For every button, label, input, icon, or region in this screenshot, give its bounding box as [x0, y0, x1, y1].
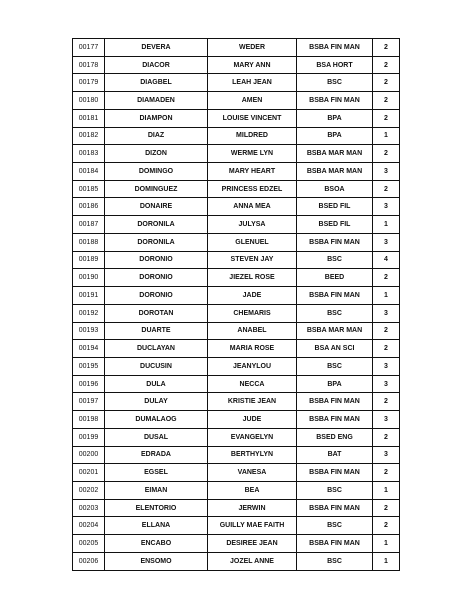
- year-level-cell: 1: [373, 127, 400, 145]
- course-cell: BSC: [297, 481, 373, 499]
- student-id-cell: 00195: [73, 357, 105, 375]
- table-row: [73, 233, 400, 251]
- first-name-cell: JULYSA: [208, 216, 297, 234]
- student-id-cell: 00188: [73, 233, 105, 251]
- first-name-cell: WERME LYN: [208, 145, 297, 163]
- course-cell: BSBA FIN MAN: [297, 499, 373, 517]
- last-name-cell: DIAZ: [105, 127, 208, 145]
- last-name-cell: DUARTE: [105, 322, 208, 340]
- year-level-cell: 2: [373, 39, 400, 57]
- table-row: [73, 74, 400, 92]
- first-name-cell: ANABEL: [208, 322, 297, 340]
- last-name-cell: DIAGBEL: [105, 74, 208, 92]
- course-cell: BSED ENG: [297, 428, 373, 446]
- last-name-cell: ELLANA: [105, 517, 208, 535]
- last-name-cell: DONAIRE: [105, 198, 208, 216]
- table-row: [73, 269, 400, 287]
- student-id-cell: 00199: [73, 428, 105, 446]
- first-name-cell: EVANGELYN: [208, 428, 297, 446]
- student-id-cell: 00178: [73, 56, 105, 74]
- year-level-cell: 1: [373, 552, 400, 570]
- first-name-cell: MARIA ROSE: [208, 340, 297, 358]
- table-row: [73, 287, 400, 305]
- first-name-cell: MARY HEART: [208, 163, 297, 181]
- table-row: [73, 393, 400, 411]
- course-cell: BSC: [297, 357, 373, 375]
- year-level-cell: 3: [373, 357, 400, 375]
- year-level-cell: 1: [373, 535, 400, 553]
- first-name-cell: MILDRED: [208, 127, 297, 145]
- table-row: [73, 481, 400, 499]
- first-name-cell: MARY ANN: [208, 56, 297, 74]
- table-row: [73, 216, 400, 234]
- course-cell: BSC: [297, 304, 373, 322]
- first-name-cell: JUDE: [208, 411, 297, 429]
- last-name-cell: EIMAN: [105, 481, 208, 499]
- first-name-cell: JOZEL ANNE: [208, 552, 297, 570]
- table-row: [73, 127, 400, 145]
- student-id-cell: 00177: [73, 39, 105, 57]
- table-row: [73, 163, 400, 181]
- table-row: [73, 499, 400, 517]
- year-level-cell: 2: [373, 517, 400, 535]
- student-id-cell: 00200: [73, 446, 105, 464]
- student-id-cell: 00192: [73, 304, 105, 322]
- year-level-cell: 1: [373, 216, 400, 234]
- last-name-cell: ENSOMO: [105, 552, 208, 570]
- student-id-cell: 00180: [73, 92, 105, 110]
- last-name-cell: DOMINGO: [105, 163, 208, 181]
- student-id-cell: 00193: [73, 322, 105, 340]
- first-name-cell: BEA: [208, 481, 297, 499]
- first-name-cell: GLENUEL: [208, 233, 297, 251]
- last-name-cell: EGSEL: [105, 464, 208, 482]
- table-row: [73, 375, 400, 393]
- last-name-cell: DIAMADEN: [105, 92, 208, 110]
- first-name-cell: NECCA: [208, 375, 297, 393]
- first-name-cell: LOUISE VINCENT: [208, 109, 297, 127]
- last-name-cell: DORONILA: [105, 216, 208, 234]
- year-level-cell: 2: [373, 56, 400, 74]
- course-cell: BSBA FIN MAN: [297, 411, 373, 429]
- student-id-cell: 00203: [73, 499, 105, 517]
- last-name-cell: DOMINGUEZ: [105, 180, 208, 198]
- course-cell: BSA AN SCI: [297, 340, 373, 358]
- student-id-cell: 00204: [73, 517, 105, 535]
- year-level-cell: 1: [373, 481, 400, 499]
- year-level-cell: 3: [373, 198, 400, 216]
- last-name-cell: ENCABO: [105, 535, 208, 553]
- year-level-cell: 2: [373, 180, 400, 198]
- last-name-cell: DULA: [105, 375, 208, 393]
- student-id-cell: 00190: [73, 269, 105, 287]
- year-level-cell: 4: [373, 251, 400, 269]
- year-level-cell: 2: [373, 74, 400, 92]
- year-level-cell: 2: [373, 393, 400, 411]
- course-cell: BSC: [297, 74, 373, 92]
- first-name-cell: STEVEN JAY: [208, 251, 297, 269]
- course-cell: BSBA MAR MAN: [297, 163, 373, 181]
- student-id-cell: 00206: [73, 552, 105, 570]
- first-name-cell: LEAH JEAN: [208, 74, 297, 92]
- year-level-cell: 3: [373, 411, 400, 429]
- table-row: [73, 552, 400, 570]
- course-cell: BSBA MAR MAN: [297, 322, 373, 340]
- last-name-cell: DORONIO: [105, 251, 208, 269]
- student-id-cell: 00182: [73, 127, 105, 145]
- table-row: [73, 145, 400, 163]
- student-id-cell: 00202: [73, 481, 105, 499]
- first-name-cell: WEDER: [208, 39, 297, 57]
- year-level-cell: 3: [373, 233, 400, 251]
- course-cell: BSC: [297, 517, 373, 535]
- year-level-cell: 2: [373, 499, 400, 517]
- year-level-cell: 2: [373, 322, 400, 340]
- student-id-cell: 00179: [73, 74, 105, 92]
- year-level-cell: 2: [373, 464, 400, 482]
- student-id-cell: 00181: [73, 109, 105, 127]
- first-name-cell: GUILLY MAE FAITH: [208, 517, 297, 535]
- course-cell: BAT: [297, 446, 373, 464]
- table-row: [73, 56, 400, 74]
- student-id-cell: 00184: [73, 163, 105, 181]
- student-id-cell: 00196: [73, 375, 105, 393]
- year-level-cell: 2: [373, 145, 400, 163]
- table-row: [73, 357, 400, 375]
- table-row: [73, 304, 400, 322]
- first-name-cell: KRISTIE JEAN: [208, 393, 297, 411]
- course-cell: BSC: [297, 552, 373, 570]
- table-row: [73, 109, 400, 127]
- student-id-cell: 00187: [73, 216, 105, 234]
- course-cell: BPA: [297, 375, 373, 393]
- course-cell: BPA: [297, 127, 373, 145]
- first-name-cell: JEANYLOU: [208, 357, 297, 375]
- course-cell: BSBA FIN MAN: [297, 464, 373, 482]
- last-name-cell: DUSAL: [105, 428, 208, 446]
- student-table-body: [73, 39, 400, 571]
- student-id-cell: 00194: [73, 340, 105, 358]
- first-name-cell: JIEZEL ROSE: [208, 269, 297, 287]
- table-row: [73, 517, 400, 535]
- first-name-cell: JERWIN: [208, 499, 297, 517]
- first-name-cell: PRINCESS EDZEL: [208, 180, 297, 198]
- last-name-cell: EDRADA: [105, 446, 208, 464]
- year-level-cell: 3: [373, 163, 400, 181]
- first-name-cell: VANESA: [208, 464, 297, 482]
- year-level-cell: 2: [373, 109, 400, 127]
- course-cell: BSA HORT: [297, 56, 373, 74]
- course-cell: BSBA MAR MAN: [297, 145, 373, 163]
- table-row: [73, 39, 400, 57]
- student-id-cell: 00186: [73, 198, 105, 216]
- table-row: [73, 428, 400, 446]
- year-level-cell: 1: [373, 287, 400, 305]
- table-row: [73, 198, 400, 216]
- last-name-cell: DUCUSIN: [105, 357, 208, 375]
- table-row: [73, 92, 400, 110]
- year-level-cell: 2: [373, 269, 400, 287]
- student-id-cell: 00189: [73, 251, 105, 269]
- last-name-cell: DOROTAN: [105, 304, 208, 322]
- student-id-cell: 00183: [73, 145, 105, 163]
- table-row: [73, 535, 400, 553]
- first-name-cell: DESIREE JEAN: [208, 535, 297, 553]
- student-id-cell: 00191: [73, 287, 105, 305]
- last-name-cell: DULAY: [105, 393, 208, 411]
- last-name-cell: DIACOR: [105, 56, 208, 74]
- course-cell: BSBA FIN MAN: [297, 233, 373, 251]
- last-name-cell: DIZON: [105, 145, 208, 163]
- year-level-cell: 3: [373, 375, 400, 393]
- first-name-cell: ANNA MEA: [208, 198, 297, 216]
- course-cell: BSBA FIN MAN: [297, 39, 373, 57]
- student-id-cell: 00197: [73, 393, 105, 411]
- first-name-cell: CHEMARIS: [208, 304, 297, 322]
- table-row: [73, 322, 400, 340]
- course-cell: BSED FIL: [297, 198, 373, 216]
- course-cell: BPA: [297, 109, 373, 127]
- course-cell: BSBA FIN MAN: [297, 535, 373, 553]
- last-name-cell: DORONIO: [105, 269, 208, 287]
- last-name-cell: DIAMPON: [105, 109, 208, 127]
- table-row: [73, 251, 400, 269]
- course-cell: BSC: [297, 251, 373, 269]
- year-level-cell: 2: [373, 340, 400, 358]
- first-name-cell: JADE: [208, 287, 297, 305]
- last-name-cell: DUCLAYAN: [105, 340, 208, 358]
- last-name-cell: DORONILA: [105, 233, 208, 251]
- student-id-cell: 00185: [73, 180, 105, 198]
- last-name-cell: DORONIO: [105, 287, 208, 305]
- first-name-cell: BERTHYLYN: [208, 446, 297, 464]
- year-level-cell: 3: [373, 446, 400, 464]
- last-name-cell: DUMALAOG: [105, 411, 208, 429]
- last-name-cell: DEVERA: [105, 39, 208, 57]
- course-cell: BSBA FIN MAN: [297, 287, 373, 305]
- year-level-cell: 2: [373, 92, 400, 110]
- course-cell: BSBA FIN MAN: [297, 92, 373, 110]
- course-cell: BEED: [297, 269, 373, 287]
- student-id-cell: 00205: [73, 535, 105, 553]
- student-id-cell: 00198: [73, 411, 105, 429]
- table-row: [73, 340, 400, 358]
- table-row: [73, 411, 400, 429]
- table-row: [73, 464, 400, 482]
- year-level-cell: 3: [373, 304, 400, 322]
- last-name-cell: ELENTORIO: [105, 499, 208, 517]
- table-row: [73, 180, 400, 198]
- course-cell: BSBA FIN MAN: [297, 393, 373, 411]
- course-cell: BSOA: [297, 180, 373, 198]
- student-table: [72, 38, 400, 571]
- course-cell: BSED FIL: [297, 216, 373, 234]
- student-id-cell: 00201: [73, 464, 105, 482]
- first-name-cell: AMEN: [208, 92, 297, 110]
- year-level-cell: 2: [373, 428, 400, 446]
- table-row: [73, 446, 400, 464]
